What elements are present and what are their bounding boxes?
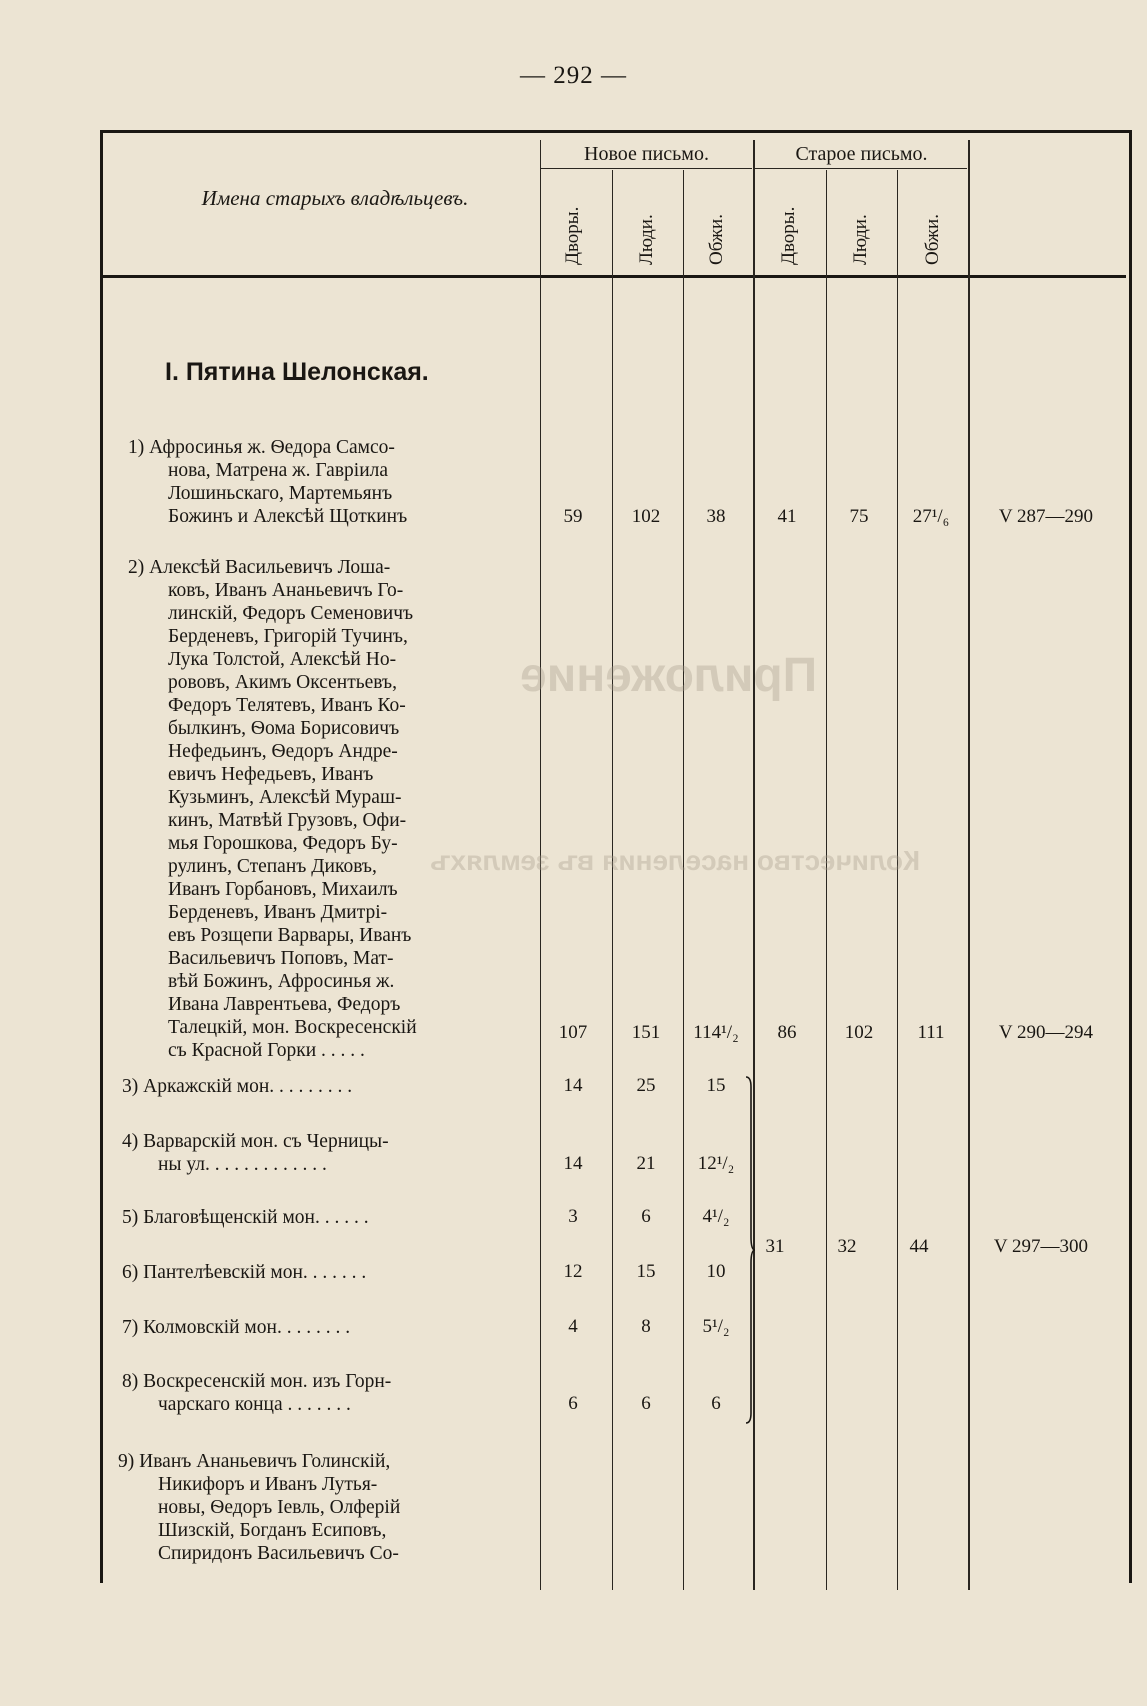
entry-1 <box>128 436 508 528</box>
cell-new-dvory: 107 <box>558 1022 588 1043</box>
entry-line: линскiй, Федоръ Семеновичъ <box>168 603 414 624</box>
entry-line: ны ул. . . . . . . . . . . . . <box>158 1154 327 1175</box>
cell-new-obzhi: 15 <box>706 1075 726 1096</box>
cell-new-obzhi: 5¹/₂ <box>702 1316 730 1337</box>
entry-line: Никифоръ и Иванъ Лутья- <box>158 1474 378 1495</box>
group-rule <box>755 168 967 169</box>
entry-line: Берденевъ, Иванъ Дмитрi- <box>168 902 388 923</box>
entry-number: 6) <box>122 1262 139 1283</box>
entry-number: 2) <box>128 557 145 578</box>
entry-line: евъ Розщепи Варвары, Иванъ <box>168 925 412 946</box>
cell-new-dvory: 3 <box>568 1206 578 1227</box>
entry-line: Талецкiй, мон. Воскресенскiй <box>168 1017 417 1038</box>
source-reference: V 290—294 <box>998 1022 1094 1043</box>
cell-new-dvory: 14 <box>563 1153 583 1174</box>
group-old-obzhi: 44 <box>909 1236 929 1257</box>
entry-number: 1) <box>128 437 145 458</box>
bleed-through-text: Приложение <box>520 649 818 702</box>
group-old-dvory: 31 <box>765 1236 785 1257</box>
old-letter-header: Старое письмо. <box>795 143 928 165</box>
entry-line: Васильевичъ Поповъ, Мат- <box>168 948 394 969</box>
cell-old-obzhi: 111 <box>917 1022 945 1043</box>
entry-number: 4) <box>122 1131 139 1152</box>
entry-line: Алексѣй Васильевичъ Лоша- <box>149 557 391 578</box>
cell-new-obzhi: 4¹/₂ <box>702 1206 730 1227</box>
entry-line: вѣй Божинъ, Афросинья ж. <box>168 971 395 992</box>
cell-old-obzhi: 27¹/₆ <box>912 506 950 527</box>
entry-2 <box>128 556 508 1062</box>
entry-line: евичъ Нефедьевъ, Иванъ <box>168 764 374 785</box>
cell-new-obzhi: 6 <box>711 1393 721 1414</box>
col-header-old-lyudi: Люди. <box>850 214 871 265</box>
entry-line: Спиридонъ Васильевичъ Со- <box>158 1543 399 1564</box>
entry-number: 9) <box>118 1451 135 1472</box>
entry-number: 5) <box>122 1207 139 1228</box>
cell-new-obzhi: 10 <box>706 1261 726 1282</box>
entry-line: Божинъ и Алексѣй Щоткинъ <box>168 506 408 527</box>
entry-line: кинъ, Матвѣй Грузовъ, Офи- <box>168 810 407 831</box>
entry-9 <box>118 1450 508 1565</box>
cell-new-dvory: 6 <box>568 1393 578 1414</box>
cell-new-lyudi: 21 <box>636 1153 656 1174</box>
cell-new-lyudi: 6 <box>641 1206 651 1227</box>
entry-line: Федоръ Телятевъ, Иванъ Ко- <box>168 695 406 716</box>
entry-line: Колмовскiй мон. . . . . . . . <box>143 1317 351 1338</box>
cell-new-lyudi: 6 <box>641 1393 651 1414</box>
entry-line: Афросинья ж. Ѳедора Самсо- <box>149 437 395 458</box>
entry-line: мья Горошкова, Федоръ Бу- <box>168 833 398 854</box>
col-divider <box>897 170 898 1590</box>
entry-number: 3) <box>122 1076 139 1097</box>
cell-new-obzhi: 114¹/₂ <box>693 1022 739 1043</box>
entry-number: 8) <box>122 1371 139 1392</box>
cell-old-lyudi: 75 <box>849 506 869 527</box>
cell-new-lyudi: 15 <box>636 1261 656 1282</box>
cell-new-lyudi: 102 <box>631 506 661 527</box>
cell-new-obzhi: 38 <box>706 506 726 527</box>
cell-old-dvory: 41 <box>777 506 797 527</box>
col-divider <box>826 170 827 1590</box>
cell-new-lyudi: 151 <box>631 1022 661 1043</box>
entry-8 <box>122 1370 508 1416</box>
page-number: — 292 — <box>520 62 627 89</box>
col-header-new-obzhi: Обжи. <box>706 214 727 265</box>
entry-line: Иванъ Ананьевичъ Голинскiй, <box>139 1451 391 1472</box>
entry-6 <box>122 1261 508 1284</box>
entry-line: Лошиньскаго, Мартемьянъ <box>168 483 393 504</box>
col-divider <box>683 170 684 1590</box>
entry-line: Нефедьинъ, Ѳедоръ Андре- <box>168 741 398 762</box>
bleed-through-text: Количество населения въ земляхъ <box>430 845 921 876</box>
entry-5 <box>122 1206 508 1229</box>
col-header-old-dvory: Дворы. <box>778 206 799 265</box>
entry-line: Пантелѣевскiй мон. . . . . . . <box>143 1262 367 1283</box>
group-rule <box>540 168 752 169</box>
cell-new-dvory: 14 <box>563 1075 583 1096</box>
entry-line: Воскресенскiй мон. изъ Горн- <box>143 1371 392 1392</box>
entry-7 <box>122 1316 508 1339</box>
source-reference: V 297—300 <box>993 1236 1089 1257</box>
entry-line: Иванъ Горбановъ, Михаилъ <box>168 879 398 900</box>
col-header-old-obzhi: Обжи. <box>922 214 943 265</box>
entry-line: Аркажскiй мон. . . . . . . . . <box>143 1076 353 1097</box>
entry-4 <box>122 1130 508 1176</box>
owner-column-header: Имена старыхъ владѣльцевъ. <box>201 186 469 210</box>
col-divider <box>968 140 970 1590</box>
cell-new-dvory: 59 <box>563 506 583 527</box>
entry-line: Благовѣщенскiй мон. . . . . . <box>143 1207 369 1228</box>
entry-line: съ Красной Горки . . . . . <box>168 1040 365 1061</box>
entry-line: нова, Матрена ж. Гаврiила <box>168 460 389 481</box>
entry-line: былкинъ, Ѳома Борисовичъ <box>168 718 400 739</box>
cell-new-obzhi: 12¹/₂ <box>697 1153 735 1174</box>
new-letter-header: Новое письмо. <box>584 143 709 165</box>
col-header-new-lyudi: Люди. <box>636 214 657 265</box>
entry-line: рулинъ, Степанъ Диковъ, <box>168 856 377 877</box>
entry-3 <box>122 1075 508 1098</box>
entry-number: 7) <box>122 1317 139 1338</box>
entry-line: чарскаго конца . . . . . . . <box>158 1394 351 1415</box>
cell-new-lyudi: 25 <box>636 1075 656 1096</box>
cell-new-lyudi: 8 <box>641 1316 651 1337</box>
entry-line: Варварскiй мон. съ Черницы- <box>143 1131 389 1152</box>
entry-line: Лука Толстой, Алексѣй Но- <box>168 649 397 670</box>
cell-new-dvory: 12 <box>563 1261 583 1282</box>
entry-line: Ивана Лаврентьева, Федоръ <box>168 994 401 1015</box>
entry-line: Шизскiй, Богданъ Есиповъ, <box>158 1520 387 1541</box>
entry-line: новы, Ѳедоръ Iевль, Олферiй <box>158 1497 401 1518</box>
group-old-lyudi: 32 <box>837 1236 857 1257</box>
source-reference: V 287—290 <box>998 506 1094 527</box>
section-title: I. Пятина Шелонская. <box>165 358 429 386</box>
entry-line: ковъ, Иванъ Ананьевичъ Го- <box>168 580 404 601</box>
entry-line: Берденевъ, Григорiй Тучинъ, <box>168 626 408 647</box>
cell-new-dvory: 4 <box>568 1316 578 1337</box>
header-rule <box>100 275 1126 278</box>
cell-old-lyudi: 102 <box>844 1022 874 1043</box>
entry-line: рововъ, Акимъ Оксентьевъ, <box>168 672 397 693</box>
entry-line: Кузьминъ, Алексѣй Мураш- <box>168 787 402 808</box>
cell-old-dvory: 86 <box>777 1022 797 1043</box>
col-divider <box>612 170 613 1590</box>
col-header-new-dvory: Дворы. <box>562 206 583 265</box>
